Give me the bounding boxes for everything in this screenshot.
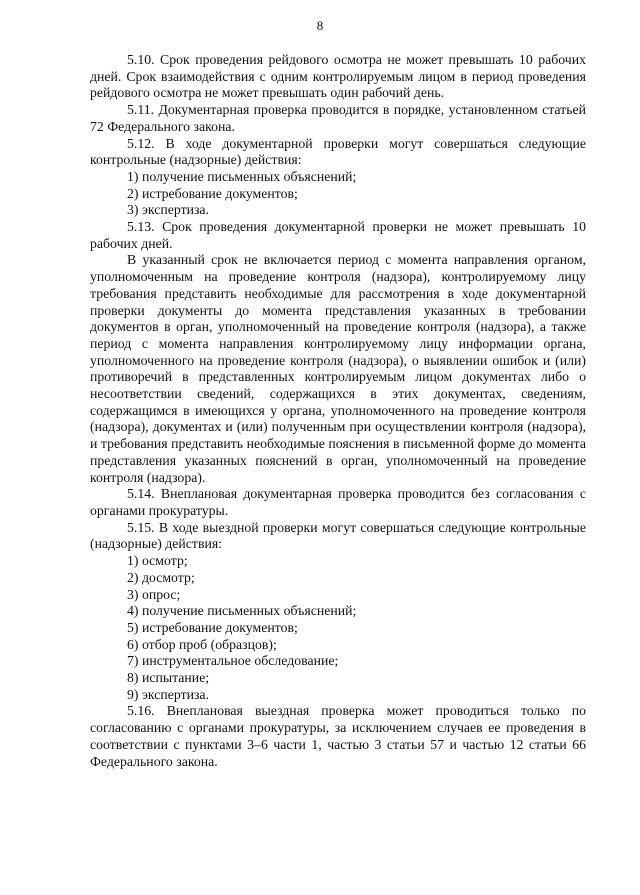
paragraph-5-16: 5.16. Внеплановая выездная проверка может проводиться только по согласованию с органами прокуратуры, за исключением случаев ее проведения в соответствии с пунктами 3–6 части 1, частью 3 статьи 57 и частью 12 статьи 66 Федерального закона. — [90, 703, 586, 769]
list-item: 9) экспертиза. — [127, 686, 210, 702]
paragraph-5-15: 5.15. В ходе выездной проверки могут совершаться следующие контрольные (надзорные) действия: — [90, 519, 586, 552]
list-item: 2) истребование документов; — [127, 185, 298, 201]
paragraph-5-11: 5.11. Документарная проверка проводится в порядке, установленном статьей 72 Федерального закона. — [90, 102, 586, 134]
page-number: 8 — [316, 18, 324, 33]
list-item: 3) экспертиза. — [127, 202, 210, 218]
paragraph-5-14: 5.14. Внеплановая документарная проверка проводится без согласования с органами прокуратуры. — [90, 486, 586, 518]
list-item: 1) получение письменных объяснений; — [127, 168, 357, 184]
list-item: 3) опрос; — [127, 586, 181, 602]
document-body — [90, 52, 586, 770]
list-item: 5) истребование документов; — [127, 619, 298, 635]
list-item: 6) отбор проб (образцов); — [127, 636, 277, 652]
list-item: 7) инструментальное обследование; — [127, 653, 339, 669]
list-item: 4) получение письменных объяснений; — [127, 603, 357, 619]
paragraph-5-10: 5.10. Срок проведения рейдового осмотра не может превышать 10 рабочих дней. Срок взаимодействия с одним контролируемым лицом в период проведения рейдового осмотра не может превышать один рабочий день. — [90, 52, 586, 101]
paragraph-exclusion-period: В указанный срок не включается период с момента направления органом, уполномоченным на проведение контроля (надзора), контролируемому лицу требования представить необходимые для рассмотрения в ходе документарной проверки документы до момента представления указанных в требовании документов в орган, уполномоченный на проведение контроля (надзора), а также период с момента направления контролируемому лицу информации органа, уполномоченного на проведение контроля (надзора), о выявлении ошибок и (или) противоречий в представленных контролируемым лицом документах либо о несоответствии сведений, содержащихся в этих документах, сведениям, содержащимся в имеющихся у органа, уполномоченного на проведение контроля (надзора), документах и (или) полученным при осуществлении контроля (надзора), и требования представить необходимые пояснения в письменной форме до момента представления указанных пояснений в орган, уполномоченный на проведение контроля (надзора). — [90, 252, 586, 485]
paragraph-5-12: 5.12. В ходе документарной проверки могут совершаться следующие контрольные (надзорные) действия: — [90, 135, 586, 168]
list-item: 8) испытание; — [127, 670, 210, 686]
list-item: 2) досмотр; — [127, 569, 195, 585]
paragraph-5-13: 5.13. Срок проведения документарной проверки не может превышать 10 рабочих дней. — [90, 219, 586, 251]
list-item: 1) осмотр; — [127, 553, 188, 569]
